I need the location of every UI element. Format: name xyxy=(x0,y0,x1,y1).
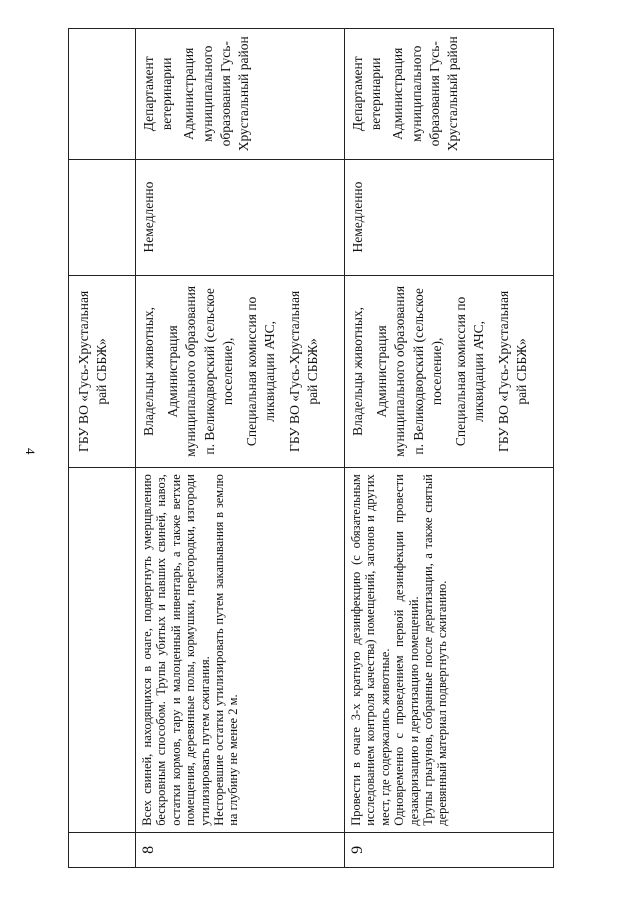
responsible-cell xyxy=(345,275,554,468)
control-cell xyxy=(136,29,345,160)
deadline-text: Немедленно xyxy=(350,181,365,253)
page-number: 4 xyxy=(23,448,38,455)
responsible-item: Специальная комиссия по ликвидации АЧС, xyxy=(453,296,487,447)
header-deadline-cell xyxy=(69,159,136,275)
responsible-item: Владельцы животных, xyxy=(141,306,156,436)
actions-cell xyxy=(136,468,345,833)
row-number: 9 xyxy=(345,832,554,867)
responsible-item: Администрация муниципального образования п. Великодворский (сельское поселение), xyxy=(374,285,444,457)
action-paragraph: Несгоревшие остатки утилизировать путем закапывания в землю на глубину не менее 2 м. xyxy=(211,474,241,826)
table-row xyxy=(345,29,554,868)
responsible-item: ГБУ ВО «Гусь-Хрустальная рай СББЖ» xyxy=(495,290,529,452)
control-item: Администрация муниципального образования Гусь-Хрустальный район xyxy=(181,36,252,152)
responsible-item: Администрация муниципального образования п. Великодворский (сельское поселение), xyxy=(165,285,235,457)
responsible-item: Владельцы животных, xyxy=(350,306,365,436)
header-responsible-cell: ГБУ ВО «Гусь-Хрустальная рай СББЖ» xyxy=(69,275,136,468)
header-control-cell xyxy=(69,29,136,160)
control-cell xyxy=(345,29,554,160)
header-num-cell xyxy=(69,832,136,867)
row-number: 8 xyxy=(136,832,345,867)
header-actions-cell xyxy=(69,468,136,833)
deadline-cell xyxy=(136,159,345,275)
action-paragraph: Всех свиней, находящихся в очаге, подвергнуть умерщвлению бескровным способом. Трупы убитых и павших свиней, навоз, остатки кормов, тару и малоценный инвентарь, а также ветхие помещения, деревянные полы, кормушки, перегородки, изгороди утилизировать путем сжигания. xyxy=(140,474,212,826)
rotated-table-sheet xyxy=(68,28,534,868)
action-paragraph: Трупы грызунов, собранные после дератизации, а также снятый деревянный материал подвергнуть сжиганию. xyxy=(420,474,450,826)
action-paragraph: Одновременно с проведением первой дезинфекции провести дезакаризацию и дератизацию помещений. xyxy=(392,474,421,826)
control-item: Департамент ветеринарии xyxy=(350,56,384,132)
table-header-row xyxy=(69,29,136,868)
responsible-cell xyxy=(136,275,345,468)
measures-table xyxy=(68,28,554,868)
control-item: Администрация муниципального образования Гусь-Хрустальный район xyxy=(390,36,461,152)
deadline-text: Немедленно xyxy=(141,181,156,253)
deadline-cell xyxy=(345,159,554,275)
responsible-item: Специальная комиссия по ликвидации АЧС, xyxy=(244,296,278,447)
table-row xyxy=(136,29,345,868)
responsible-item: ГБУ ВО «Гусь-Хрустальная рай СББЖ» xyxy=(286,290,320,452)
actions-cell xyxy=(345,468,554,833)
control-item: Департамент ветеринарии xyxy=(141,56,175,132)
action-paragraph: Провести в очаге 3-х кратную дезинфекцию (с обязательным исследованием контроля качества) помещений, загонов и других мест, где содержались животные. xyxy=(349,474,392,826)
